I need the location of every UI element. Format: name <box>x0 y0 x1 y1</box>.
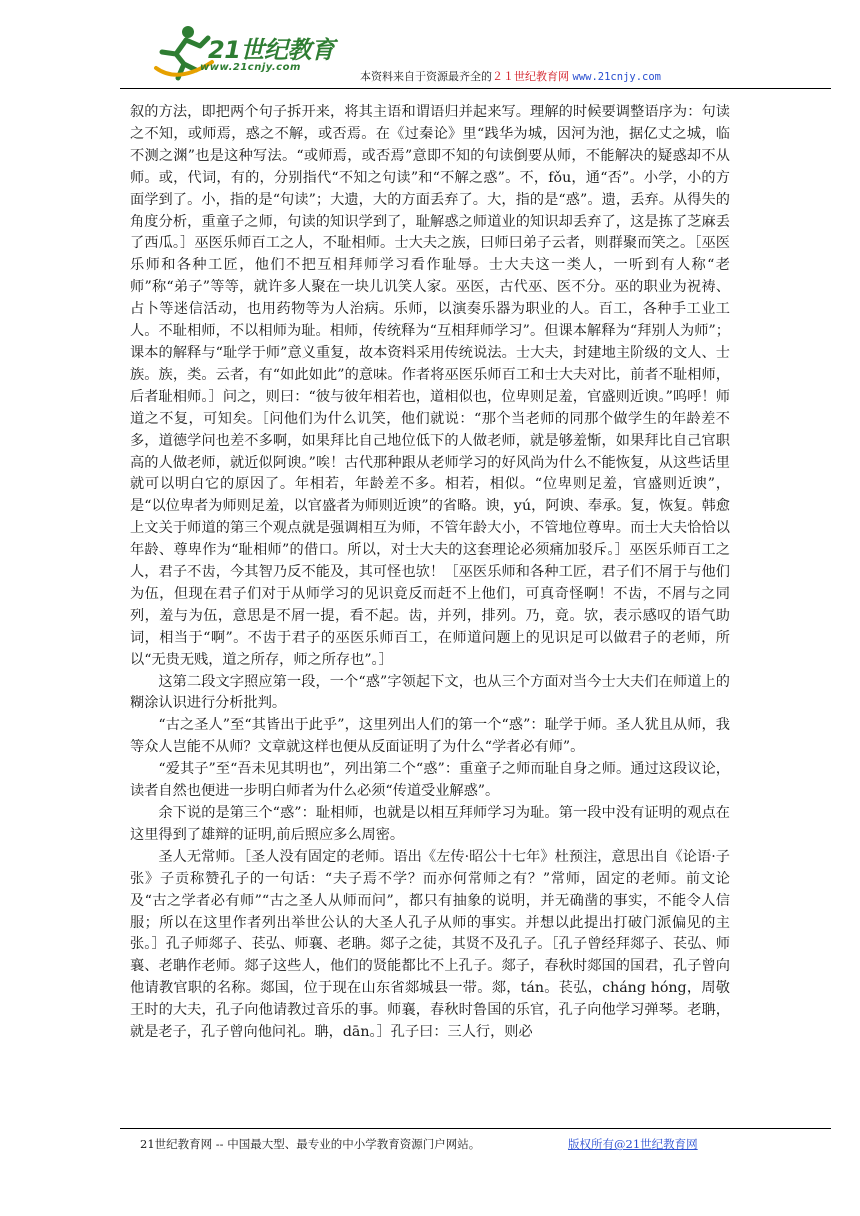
paragraph: “古之圣人”至“其皆出于此乎”，这里列出人们的第一个“惑”：耻学于师。圣人犹且从师，我等众人岂能不从师？文章就这样也便从反面证明了为什么“学者必有师”。 <box>130 717 730 756</box>
footer-text: 21世纪教育网 -- 中国最大型、最专业的中小学教育资源门户网站。 <box>140 1137 481 1151</box>
header-brand-link[interactable]: ２１世纪教育网 <box>492 70 569 83</box>
paragraph: 这第二段文字照应第一段，一个“惑”字领起下文，也从三个方面对当今士大夫们在师道上的糊涂认识进行分析批判。 <box>130 673 730 712</box>
document-body <box>130 102 730 1044</box>
logo-url: www.21cnjy.com <box>200 62 301 73</box>
footer-divider <box>120 1128 831 1129</box>
page-footer <box>140 1136 698 1152</box>
site-logo[interactable] <box>148 22 348 86</box>
header-note <box>360 68 661 84</box>
copyright-link[interactable]: 版权所有@21世纪教育网 <box>568 1137 698 1151</box>
header-url-link[interactable]: www.21cnjy.com <box>572 71 662 83</box>
header-divider <box>120 88 831 89</box>
paragraph: 叙的方法，即把两个句子拆开来，将其主语和谓语归并起来写。理解的时候要调整语序为：句读之不知，或师焉，惑之不解，或否焉。在《过秦论》里“践华为城，因河为池，据亿丈之城，临不测之渊”也是这种写法。“或师焉，或否焉”意即不知的句读倒要从师，不能解决的疑惑却不从师。或，代词，有的，分别指代“不知之句读”和“不解之惑”。不，fǒu，通“否”。小学，小的方面学到了。小，指的是“句读”；大遗，大的方面丢弃了。大，指的是“惑”。遗，丢弃。从得失的角度分析，重童子之师，句读的知识学到了，耻解惑之师道业的知识却丢弃了，这是拣了芝麻丢了西瓜。］巫医乐师百工之人，不耻相师。士大夫之族，曰师曰弟子云者，则群聚而笑之。［巫医乐师和各种工匠，他们不把互相拜师学习看作耻辱。士大夫这一类人，一听到有人称“老师”称“弟子”等等，就许多人聚在一块儿讥笑人家。巫医，古代巫、医不分。巫的职业为祝祷、占卜等迷信活动，也用药物等为人治病。乐师，以演奏乐器为职业的人。百工，各种手工业工人。不耻相师，不以相师为耻。相师，传统释为“互相拜师学习”。但课本解释为“拜别人为师”；课本的解释与“耻学于师”意义重复，故本资料采用传统说法。士大夫，封建地主阶级的文人、士族。族，类。云者，有“如此如此”的意味。作者将巫医乐师百工和士大夫对比，前者不耻相师，后者耻相师。］问之，则曰：“彼与彼年相若也，道相似也，位卑则足羞，官盛则近谀。”呜呼！师道之不复，可知矣。［问他们为什么讥笑，他们就说：“那个当老师的同那个做学生的年龄差不多，道德学问也差不多啊，如果拜比自己地位低下的人做老师，就是够羞惭，如果拜比自己官职高的人做老师，就近似阿谀。”唉！古代那种跟从老师学习的好风尚为什么不能恢复，从这些话里就可以明白它的原因了。年相若，年龄差不多。相若，相似。“位卑则足羞，官盛则近谀”，是“以位卑者为师则足羞，以官盛者为师则近谀”的省略。谀，yú，阿谀、奉承。复，恢复。韩愈上文关于师道的第三个观点就是强调相互为师，不管年龄大小，不管地位尊卑。而士大夫恰恰以年龄、尊卑作为“耻相师”的借口。所以，对士大夫的这套理论必须痛加驳斥。］巫医乐师百工之人，君子不齿，今其智乃反不能及，其可怪也欤！［巫医乐师和各种工匠，君子们不屑于与他们为伍，但现在君子们对于从师学习的见识竟反而赶不上他们，可真奇怪啊！不齿，不屑与之同列，羞与为伍，意思是不屑一提，看不起。齿，并列，排列。乃，竟。欤，表示感叹的语气助词，相当于“啊”。不齿于君子的巫医乐师百工，在师道问题上的见识足可以做君子的老师，所以“无贵无贱，道之所存，师之所存也”。］ <box>130 104 730 668</box>
page-header <box>0 0 860 96</box>
logo-text: 21世纪教育 <box>208 36 335 64</box>
header-note-prefix: 本资料来自于资源最齐全的 <box>360 70 492 83</box>
paragraph: “爱其子”至“吾未见其明也”，列出第二个“惑”：重童子之师而耻自身之师。通过这段议论，读者自然也便进一步明白师者为什么必须“传道受业解惑”。 <box>130 761 730 800</box>
paragraph: 余下说的是第三个“惑”：耻相师，也就是以相互拜师学习为耻。第一段中没有证明的观点在这里得到了雄辩的证明,前后照应多么周密。 <box>130 805 730 843</box>
paragraph: 圣人无常师。［圣人没有固定的老师。语出《左传·昭公十七年》杜预注，意思出自《论语·子张》子贡称赞孔子的一句话：“夫子焉不学？而亦何常师之有？”常师，固定的老师。前文论及“古之学者必有师”“古之圣人从师而问”，都只有抽象的说明，并无确凿的事实，不能令人信服；所以在这里作者列出举世公认的大圣人孔子从师的事实。并想以此提出打破门派偏见的主张。］孔子师郯子、苌弘、师襄、老聃。郯子之徒，其贤不及孔子。［孔子曾经拜郯子、苌弘、师襄、老聃作老师。郯子这些人，他们的贤能都比不上孔子。郯子，春秋时郯国的国君，孔子曾向他请教官职的名称。郯国，位于现在山东省郯城县一带。郯，tán。苌弘，cháng hóng，周敬王时的大夫，孔子向他请教过音乐的事。师襄，春秋时鲁国的乐官，孔子向他学习弹琴。老聃，就是老子，孔子曾向他问礼。聃，dān。］孔子曰：三人行，则必 <box>130 848 730 1041</box>
